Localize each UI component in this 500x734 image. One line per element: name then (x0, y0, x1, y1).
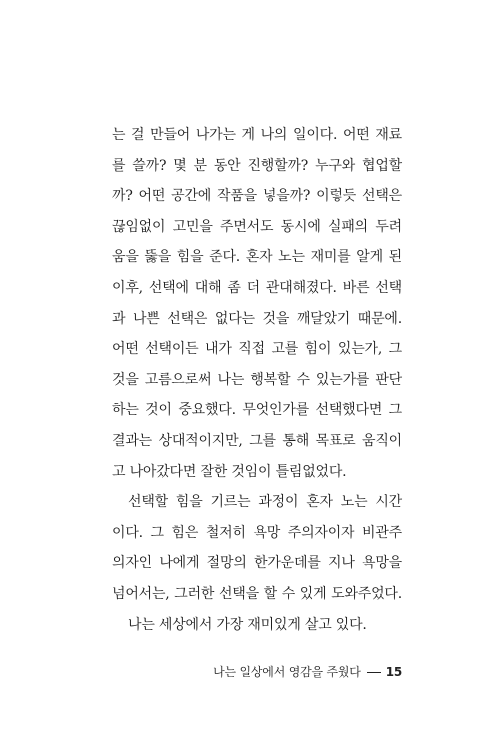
text-line: 이후, 선택에 대해 좀 더 관대해졌다. 바른 선택 (112, 279, 402, 296)
text-line: 는 걸 만들어 나가는 게 나의 일이다. 어떤 재료 (112, 127, 402, 143)
body-text (112, 120, 402, 640)
text-line: 어떤 선택이든 내가 직접 고를 힘이 있는가, 그 (112, 341, 402, 358)
text-line: 선택할 힘을 기르는 과정이 혼자 노는 시간 (128, 494, 402, 511)
text-line: 의자인 나에게 절망의 한가운데를 지나 욕망을 (112, 555, 402, 572)
text-line: 를 쓸까? 몇 분 동안 진행할까? 누구와 협업할 (112, 157, 402, 174)
text-line: 결과는 상대적이지만, 그를 통해 목표로 움직이 (112, 432, 402, 449)
page-footer (213, 663, 402, 680)
text-line: 움을 뚫을 힘을 준다. 혼자 노는 재미를 알게 된 (112, 249, 402, 266)
text-line: 과 나쁜 선택은 없다는 것을 깨달았기 때문에. (112, 310, 402, 327)
dash-divider (367, 672, 381, 673)
text-line: 것을 고름으로써 나는 행복할 수 있는가를 판단 (112, 371, 402, 388)
running-title: 나는 일상에서 영감을 주웠다 (213, 665, 361, 679)
text-line: 이다. 그 힘은 철저히 욕망 주의자이자 비관주 (112, 524, 402, 541)
text-line: 고 나아갔다면 잘한 것임이 틀림없었다. (112, 463, 347, 480)
text-line: 끊임없이 고민을 주면서도 동시에 실패의 두려 (112, 218, 402, 235)
text-line: 나는 세상에서 가장 재미있게 살고 있다. (128, 616, 367, 633)
page-number: 15 (385, 665, 402, 679)
text-line: 하는 것이 중요했다. 무엇인가를 선택했다면 그 (112, 402, 402, 419)
text-line: 까? 어떤 공간에 작품을 넣을까? 이렇듯 선택은 (112, 188, 402, 205)
text-line: 넘어서는, 그러한 선택을 할 수 있게 도와주었다. (112, 585, 402, 602)
